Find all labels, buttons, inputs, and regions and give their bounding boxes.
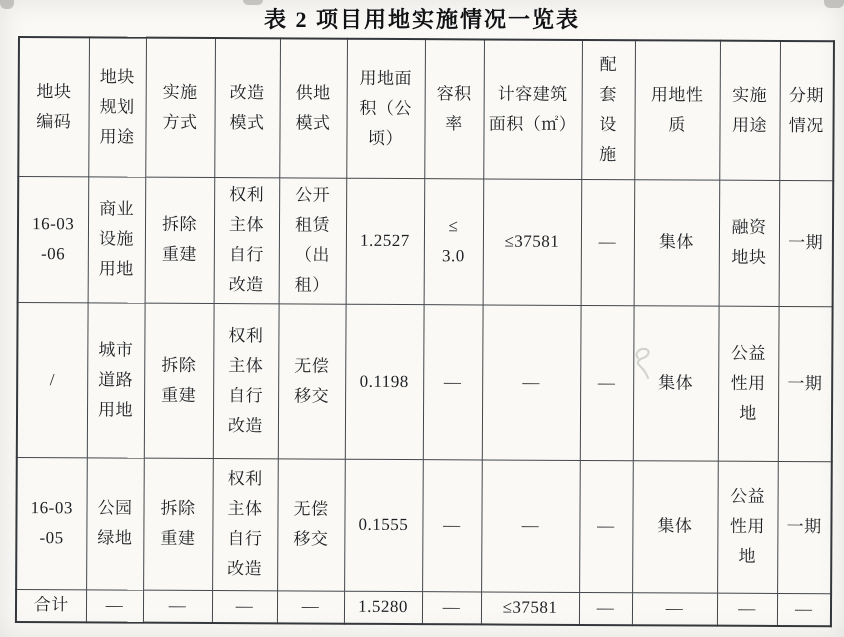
table-cell: — [422, 459, 482, 591]
header-implementation-use: 实施 用途 [719, 41, 780, 180]
table-cell: 公益 性用 地 [718, 306, 779, 461]
header-supply-mode: 供地 模式 [279, 38, 347, 177]
table-row [18, 176, 834, 306]
table-cell: 16-03 -05 [16, 457, 87, 589]
table-cell: 权利 主体 自行 改造 [213, 303, 279, 458]
table-cell: 公园 绿地 [86, 457, 144, 589]
table-cell: — [423, 304, 483, 459]
table-cell: 拆除 重建 [144, 303, 214, 458]
table-cell: — [481, 459, 580, 592]
table-cell: 无偿 移交 [278, 303, 346, 458]
table-cell: — [277, 590, 344, 623]
table-row [16, 457, 832, 593]
table-cell: 1.2527 [346, 178, 425, 304]
header-planned-use: 地块 规划 用途 [88, 37, 146, 176]
table-cell: — [632, 592, 717, 625]
land-implementation-table [15, 36, 835, 627]
table-cell: ≤ 3.0 [424, 178, 484, 304]
header-plot-code: 地块 编码 [18, 37, 89, 176]
header-land-area: 用地面 积（公 顷） [346, 39, 425, 178]
header-land-nature: 用地性 质 [634, 40, 720, 179]
table-cell: 拆除 重建 [143, 458, 213, 590]
table-cell: 商业 设施 用地 [88, 176, 146, 302]
table-cell: 融资 地块 [719, 180, 780, 306]
total-label-cell: 合计 [16, 589, 86, 622]
table-cell: — [717, 593, 777, 626]
table-cell: — [422, 591, 481, 624]
table-cell: 城市 道路 用地 [87, 302, 145, 457]
header-floor-area: 计容建筑 面积（㎡） [483, 39, 582, 179]
table-cell: 权利 主体 自行 改造 [212, 458, 278, 590]
table-cell: 集体 [633, 305, 719, 460]
table-cell: — [777, 593, 831, 626]
table-cell: 无偿 移交 [277, 458, 345, 590]
table-cell: 权利 主体 自行 改造 [214, 177, 280, 303]
table-cell: — [212, 590, 277, 623]
table-cell: 公益 性用 地 [717, 461, 778, 593]
table-total-row [16, 589, 831, 626]
table-cell: 一期 [777, 461, 832, 593]
table-cell: 0.1198 [345, 304, 424, 459]
table-cell: 一期 [779, 180, 834, 306]
table-row [17, 302, 833, 461]
table-cell: 1.5280 [344, 591, 422, 624]
header-floor-area-ratio: 容积 率 [424, 39, 484, 178]
table-cell: — [579, 592, 632, 625]
table-cell: 一期 [778, 306, 833, 461]
table-cell: ≤37581 [481, 591, 579, 625]
table-cell: 16-03 -06 [18, 176, 89, 302]
table-cell: ≤37581 [483, 178, 582, 305]
header-renovation-mode: 改造 模式 [214, 38, 280, 177]
header-phasing: 分期 情况 [779, 41, 834, 180]
header-implementation-method: 实施 方式 [145, 38, 215, 177]
table-cell: / [17, 302, 88, 457]
page-title: 表 2 项目用地实施情况一览表 [263, 7, 580, 32]
table-cell: 集体 [632, 460, 718, 592]
table-cell: 集体 [634, 179, 720, 305]
table-cell: 0.1555 [344, 459, 423, 591]
table-cell: — [482, 304, 581, 460]
table-header-row [18, 37, 834, 180]
table-cell: 拆除 重建 [145, 177, 215, 303]
table-cell: — [581, 179, 635, 305]
table-cell: 公开 租赁 （出 租） [279, 177, 347, 303]
table-cell: — [86, 589, 143, 622]
table-cell: — [579, 460, 633, 592]
header-facilities: 配 套 设 施 [581, 40, 635, 179]
table-cell: — [580, 305, 634, 460]
table-cell: — [143, 590, 212, 623]
